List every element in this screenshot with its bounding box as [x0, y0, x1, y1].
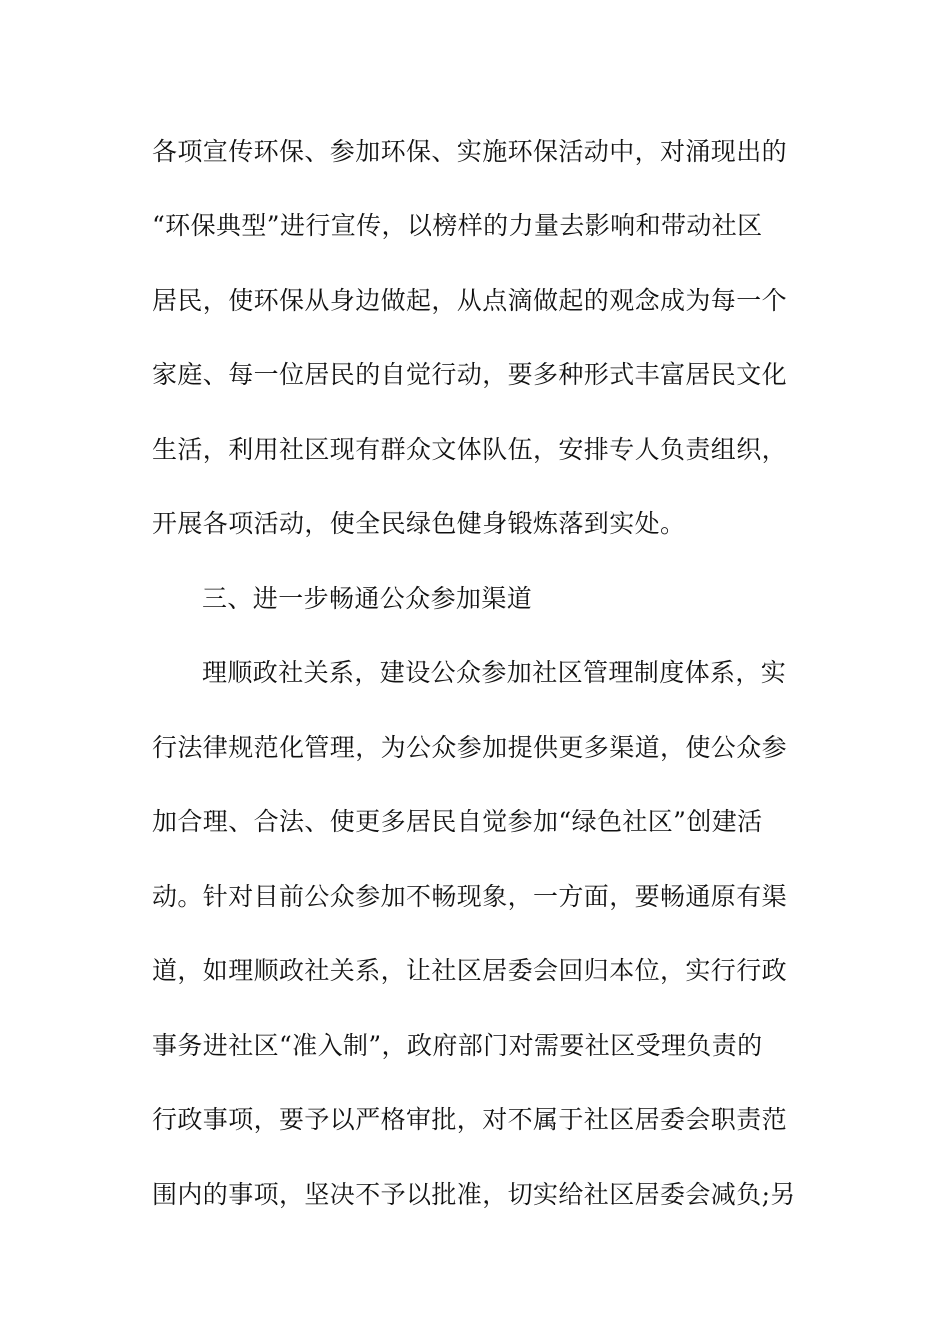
text-line: 居民，使环保从身边做起，从点滴做起的观念成为每一个 [152, 286, 788, 315]
text-line: 行法律规范化管理，为公众参加提供更多渠道，使公众参 [152, 733, 788, 762]
text-line: 加合理、合法、使更多居民自觉参加“绿色社区”创建活 [152, 807, 763, 836]
text-line: 围内的事项，坚决不予以批准，切实给社区居委会减负;另 [152, 1180, 796, 1209]
text-line: “环保典型”进行宣传，以榜样的力量去影响和带动社区 [152, 211, 763, 240]
text-line: 行政事项，要予以严格审批，对不属于社区居委会职责范 [152, 1105, 788, 1134]
text-line: 开展各项活动，使全民绿色健身锻炼落到实处。 [152, 509, 686, 538]
section-heading: 三、进一步畅通公众参加渠道 [202, 584, 533, 613]
text-line: 道，如理顺政社关系，让社区居委会回归本位，实行行政 [152, 956, 788, 985]
text-line: 理顺政社关系，建设公众参加社区管理制度体系，实 [202, 658, 787, 687]
text-line: 动。针对目前公众参加不畅现象，一方面，要畅通原有渠 [152, 882, 788, 911]
text-line: 事务进社区“准入制”，政府部门对需要社区受理负责的 [152, 1031, 763, 1060]
text-line: 各项宣传环保、参加环保、实施环保活动中，对涌现出的 [152, 137, 788, 166]
text-line: 家庭、每一位居民的自觉行动，要多种形式丰富居民文化 [152, 360, 788, 389]
text-line: 生活，利用社区现有群众文体队伍，安排专人负责组织， [152, 435, 788, 464]
